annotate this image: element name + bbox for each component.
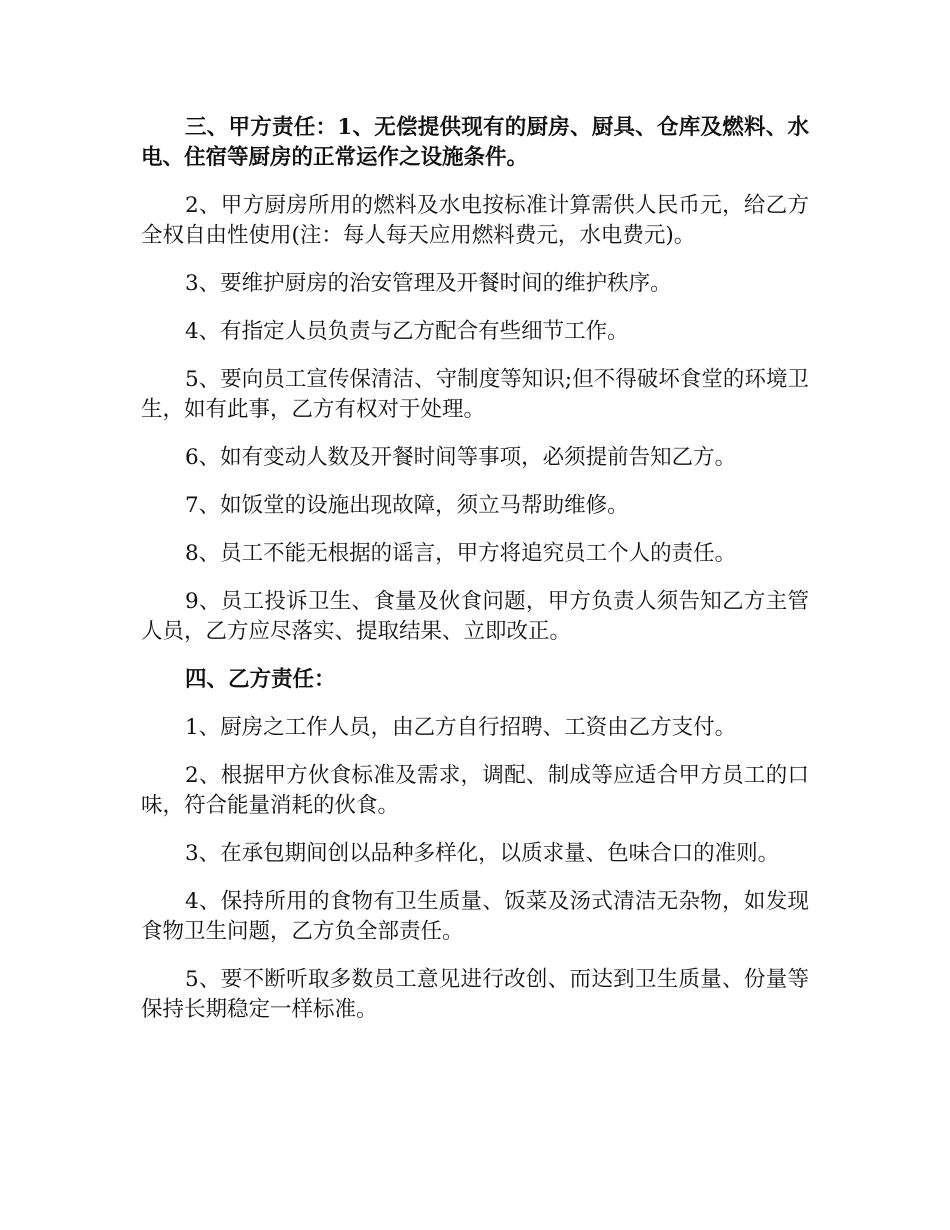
document-page: [141, 113, 809, 1043]
section-4-item-3: 3、在承包期间创以品种多样化，以质求量、色味合口的准则。: [185, 841, 780, 866]
section-3-item-8: 8、员工不能无根据的谣言，甲方将追究员工个人的责任。: [185, 541, 737, 566]
section-3-item-5: 5、要向员工宣传保清洁、守制度等知识;但不得破坏食堂的环境卫生，如有此事，乙方有权对于处理。: [141, 367, 809, 422]
section-3-item-6: 6、如有变动人数及开餐时间等事项，必须提前告知乙方。: [185, 445, 737, 470]
section-3-item-3: 3、要维护厨房的治安管理及开餐时间的维护秩序。: [185, 271, 672, 296]
section-4-item-2: 2、根据甲方伙食标准及需求，调配、制成等应适合甲方员工的口味，符合能量消耗的伙食。: [141, 763, 809, 818]
section-4-item-1: 1、厨房之工作人员，由乙方自行招聘、工资由乙方支付。: [185, 715, 737, 740]
section-3-item-9: 9、员工投诉卫生、食量及伙食问题，甲方负责人须告知乙方主管人员，乙方应尽落实、提取结果、立即改正。: [141, 589, 809, 644]
section-4-heading: 四、乙方责任：: [185, 667, 336, 692]
section-3-item-2: 2、甲方厨房所用的燃料及水电按标准计算需供人民币元，给乙方全权自由性使用(注：每人每天应用燃料费元，水电费元)。: [141, 193, 809, 248]
section-4-item-5: 5、要不断听取多数员工意见进行改创、而达到卫生质量、份量等保持长期稳定一样标准。: [141, 967, 809, 1022]
section-3-item-4: 4、有指定人员负责与乙方配合有些细节工作。: [185, 319, 629, 344]
section-4-item-4: 4、保持所用的食物有卫生质量、饭菜及汤式清洁无杂物，如发现食物卫生问题，乙方负全部责任。: [141, 889, 809, 944]
section-3-item-7: 7、如饭堂的设施出现故障，须立马帮助维修。: [185, 493, 629, 518]
section-3-heading: 三、甲方责任：1、无偿提供现有的厨房、厨具、仓库及燃料、水电、住宿等厨房的正常运作之设施条件。: [141, 115, 809, 170]
